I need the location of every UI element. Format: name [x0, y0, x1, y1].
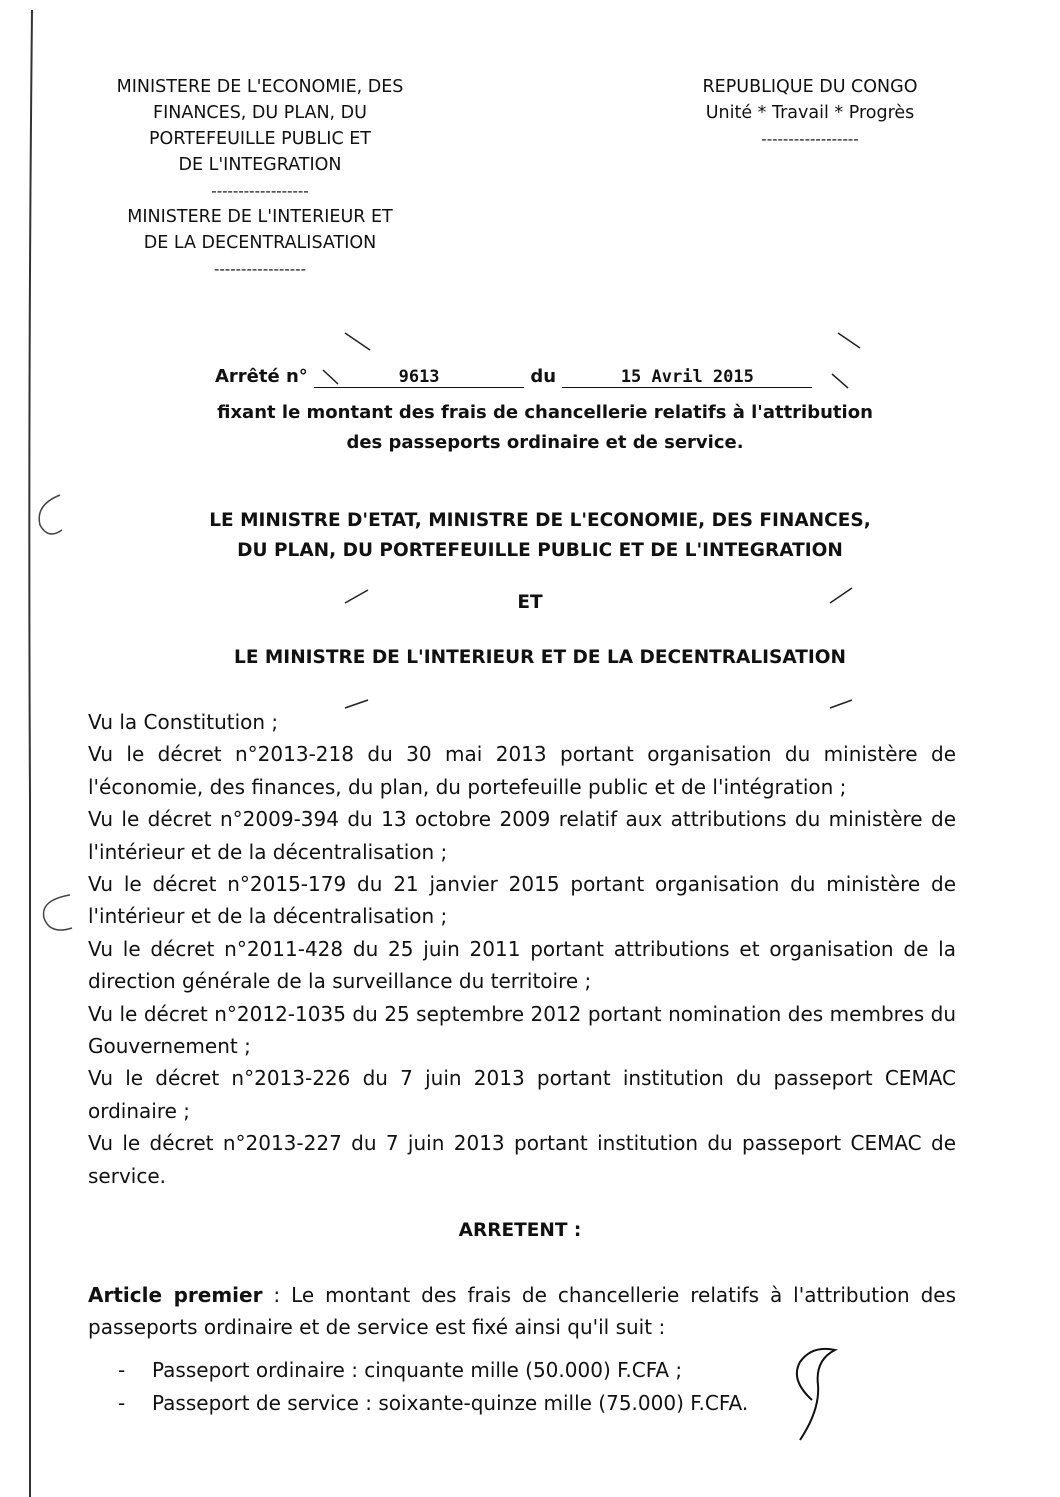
fee-list — [118, 1354, 938, 1420]
conjunction-et: ET — [517, 592, 543, 613]
minister-line: LE MINISTRE D'ETAT, MINISTRE DE L'ECONOMIE, DES FINANCES, — [209, 510, 871, 531]
visas-list — [88, 706, 956, 1192]
list-dash: - — [118, 1358, 126, 1382]
visa-item: Vu le décret n°2013-226 du 7 juin 2013 portant institution du passeport CEMAC ordinaire ; — [88, 1066, 956, 1123]
arrete-date: 15 Avril 2015 — [562, 367, 812, 388]
subject-line: des passeports ordinaire et de service. — [346, 432, 744, 453]
list-item-text: Passeport ordinaire : cinquante mille (50.000) F.CFA ; — [152, 1358, 683, 1382]
visa-item: Vu le décret n°2013-218 du 30 mai 2013 portant organisation du ministère de l'économie, des finances, du plan, du portefeuille public et de l'intégration ; — [88, 742, 956, 799]
arrete-reference — [215, 366, 812, 388]
arrete-subject — [150, 398, 940, 458]
visa-item: Vu le décret n°2011-428 du 25 juin 2011 portant attributions et organisation de la direction générale de la surveillance du territoire ; — [88, 936, 956, 994]
visa-item: Vu le décret n°2015-179 du 21 janvier 2015 portant organisation du ministère de l'intérieur et de la décentralisation ; — [88, 872, 956, 929]
pen-tick — [830, 588, 852, 603]
header-right — [660, 74, 960, 152]
punch-hole-mark — [39, 495, 62, 534]
visa-item: Vu le décret n°2012-1035 du 25 septembre 2012 portant nomination des membres du Gouvernement ; — [88, 1001, 956, 1059]
ministry1-line: MINISTERE DE L'ECONOMIE, DES — [116, 77, 404, 97]
pen-tick — [345, 333, 370, 350]
visa-item: Vu le décret n°2013-227 du 7 juin 2013 portant institution du passeport CEMAC de service. — [88, 1131, 956, 1188]
country-name: REPUBLIQUE DU CONGO — [702, 77, 918, 97]
header-left — [80, 74, 440, 282]
header-separator: ------------------ — [761, 130, 859, 148]
ministry2-line: DE LA DECENTRALISATION — [143, 233, 377, 253]
pen-tick — [345, 590, 368, 603]
visa-item: Vu le décret n°2009-394 du 13 octobre 2009 relatif aux attributions du ministère de l'intérieur et de la décentralisation ; — [88, 807, 956, 864]
ministers-heading — [100, 506, 980, 566]
arrete-number: 9613 — [314, 367, 524, 388]
arrete-du-label: du — [530, 366, 557, 387]
minister-line: LE MINISTRE DE L'INTERIEUR ET DE LA DECENTRALISATION — [234, 647, 846, 668]
list-item-text: Passeport de service : soixante-quinze mille (75.000) F.CFA. — [152, 1391, 749, 1415]
visa-item: Vu la Constitution ; — [88, 710, 279, 734]
pen-tick — [832, 374, 848, 388]
arretent-heading: ARRETENT : — [458, 1220, 582, 1241]
subject-line: fixant le montant des frais de chancellerie relatifs à l'attribution — [217, 402, 873, 423]
pen-tick — [838, 333, 860, 348]
punch-hole-mark — [44, 895, 72, 930]
ministry1-line: DE L'INTEGRATION — [178, 155, 342, 175]
ministry1-line: PORTEFEUILLE PUBLIC ET — [149, 129, 371, 149]
header-separator: ------------------ — [211, 182, 309, 200]
article-title: Article premier — [88, 1283, 263, 1307]
article-premier — [88, 1279, 956, 1344]
list-item — [118, 1354, 938, 1387]
margin-line — [29, 10, 32, 1497]
header-separator: ----------------- — [213, 260, 306, 278]
minister-line: DU PLAN, DU PORTEFEUILLE PUBLIC ET DE L'INTEGRATION — [237, 540, 843, 561]
list-item — [118, 1387, 938, 1420]
article-text: : Le montant des frais de chancellerie relatifs à l'attribution des passeports ordinaire et de service est fixé ainsi qu'il suit : — [88, 1283, 956, 1340]
list-dash: - — [118, 1391, 126, 1415]
arrete-label: Arrêté n° — [215, 366, 308, 387]
ministry1-line: FINANCES, DU PLAN, DU — [153, 103, 367, 123]
ministry2-line: MINISTERE DE L'INTERIEUR ET — [127, 207, 393, 227]
country-motto: Unité * Travail * Progrès — [705, 103, 915, 123]
